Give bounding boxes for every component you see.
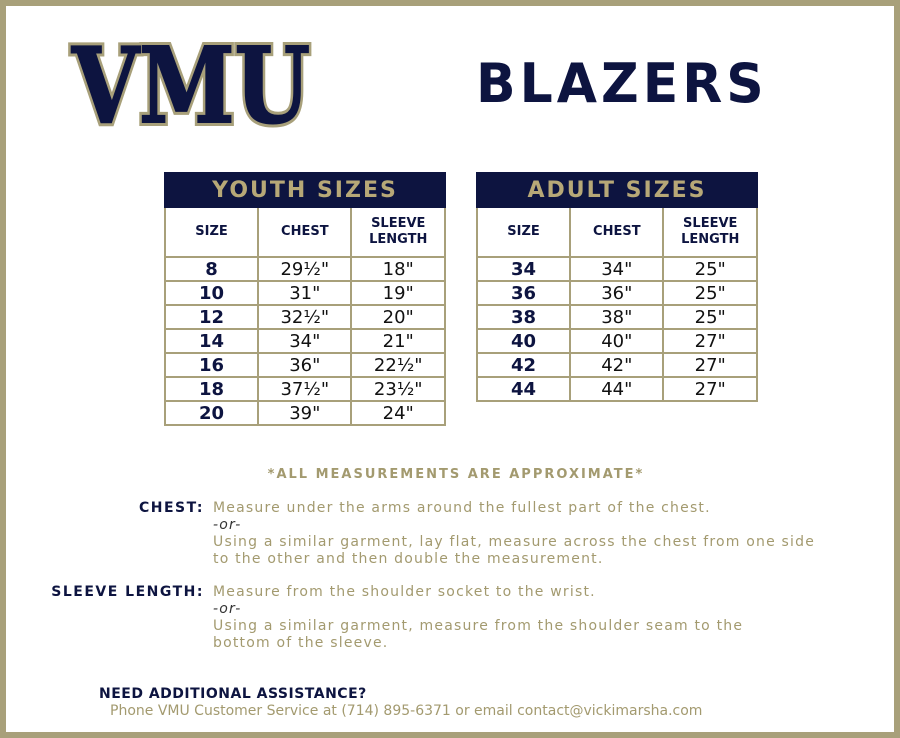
sleeve-cell: 20" xyxy=(351,305,445,329)
column-header-size: SIZE xyxy=(477,207,570,257)
chest-instructions xyxy=(213,500,815,568)
chest-instruction-line: to the other and then double the measurement. xyxy=(213,551,604,567)
sleeve-cell: 25" xyxy=(663,305,757,329)
sleeve-cell: 19" xyxy=(351,281,445,305)
size-cell: 38 xyxy=(477,305,570,329)
sleeve-instruction-line: Using a similar garment, measure from the shoulder seam to the xyxy=(213,618,744,634)
assistance-contact: Phone VMU Customer Service at (714) 895-6371 or email contact@vickimarsha.com xyxy=(110,703,703,719)
chest-label: CHEST: xyxy=(138,500,204,516)
sleeve-cell: 22½" xyxy=(351,353,445,377)
table-row xyxy=(165,329,445,353)
size-cell: 18 xyxy=(165,377,258,401)
size-cell: 12 xyxy=(165,305,258,329)
column-header-sleeve-length: SLEEVE LENGTH xyxy=(663,207,757,257)
table-row xyxy=(477,377,757,401)
sleeve-cell: 25" xyxy=(663,281,757,305)
sleeve-instruction-line: Measure from the shoulder socket to the wrist. xyxy=(213,584,596,600)
column-header-chest: CHEST xyxy=(258,207,351,257)
chest-cell: 37½" xyxy=(258,377,351,401)
approximate-note: *ALL MEASUREMENTS ARE APPROXIMATE* xyxy=(267,467,645,482)
sleeve-cell: 27" xyxy=(663,329,757,353)
size-cell: 44 xyxy=(477,377,570,401)
adult-table-heading: ADULT SIZES xyxy=(477,173,757,207)
adult-size-table xyxy=(476,172,758,402)
sleeve-cell: 27" xyxy=(663,353,757,377)
table-row xyxy=(165,305,445,329)
or-separator: -or- xyxy=(213,601,242,617)
table-row xyxy=(165,257,445,281)
chest-cell: 42" xyxy=(570,353,663,377)
size-cell: 20 xyxy=(165,401,258,425)
or-separator: -or- xyxy=(213,517,242,533)
size-cell: 16 xyxy=(165,353,258,377)
sleeve-length-label: SLEEVE LENGTH: xyxy=(51,584,204,600)
column-header-sleeve-length: SLEEVE LENGTH xyxy=(351,207,445,257)
chest-cell: 44" xyxy=(570,377,663,401)
size-cell: 42 xyxy=(477,353,570,377)
size-cell: 10 xyxy=(165,281,258,305)
sleeve-cell: 25" xyxy=(663,257,757,281)
table-row xyxy=(477,281,757,305)
column-header-chest: CHEST xyxy=(570,207,663,257)
assistance-heading: NEED ADDITIONAL ASSISTANCE? xyxy=(99,686,367,702)
size-cell: 34 xyxy=(477,257,570,281)
chest-cell: 39" xyxy=(258,401,351,425)
sleeve-instruction-line: bottom of the sleeve. xyxy=(213,635,389,651)
table-row xyxy=(477,353,757,377)
chest-instruction-line: Using a similar garment, lay flat, measure across the chest from one side xyxy=(213,534,816,550)
chest-cell: 34" xyxy=(258,329,351,353)
chest-cell: 38" xyxy=(570,305,663,329)
table-row xyxy=(477,257,757,281)
chest-cell: 36" xyxy=(258,353,351,377)
size-cell: 36 xyxy=(477,281,570,305)
table-row xyxy=(165,377,445,401)
youth-table-heading: YOUTH SIZES xyxy=(165,173,445,207)
chest-cell: 31" xyxy=(258,281,351,305)
sleeve-instructions xyxy=(213,584,743,652)
table-row xyxy=(165,401,445,425)
sleeve-cell: 18" xyxy=(351,257,445,281)
chest-cell: 32½" xyxy=(258,305,351,329)
chest-cell: 29½" xyxy=(258,257,351,281)
table-row xyxy=(165,353,445,377)
size-cell: 40 xyxy=(477,329,570,353)
svg-text:VMU: VMU xyxy=(71,36,310,132)
chest-cell: 34" xyxy=(570,257,663,281)
chest-cell: 40" xyxy=(570,329,663,353)
chest-instruction-line: Measure under the arms around the fullest part of the chest. xyxy=(213,500,711,516)
sleeve-cell: 21" xyxy=(351,329,445,353)
table-row xyxy=(165,281,445,305)
chest-cell: 36" xyxy=(570,281,663,305)
sleeve-cell: 23½" xyxy=(351,377,445,401)
page-title: BLAZERS xyxy=(476,52,768,116)
size-cell: 8 xyxy=(165,257,258,281)
size-cell: 14 xyxy=(165,329,258,353)
youth-size-table xyxy=(164,172,446,426)
column-header-size: SIZE xyxy=(165,207,258,257)
sleeve-cell: 27" xyxy=(663,377,757,401)
table-row xyxy=(477,305,757,329)
svg-text:VMU: VMU xyxy=(71,36,310,132)
vmu-logo xyxy=(68,36,314,132)
sleeve-cell: 24" xyxy=(351,401,445,425)
table-row xyxy=(477,329,757,353)
